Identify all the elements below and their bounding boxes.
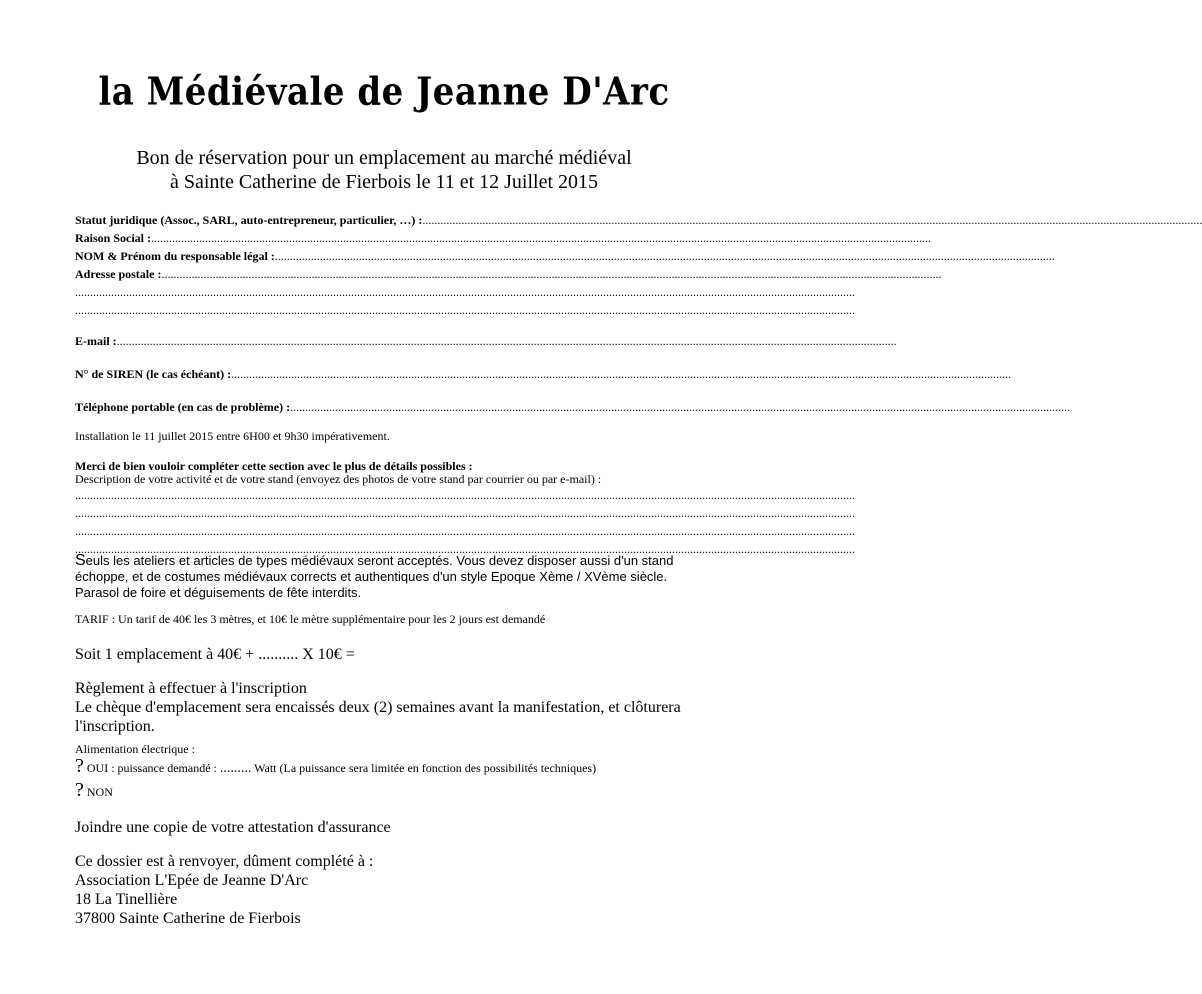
reglement-title: Règlement à effectuer à l'inscription [75,680,307,697]
non-option [75,779,113,801]
email-field [75,333,897,349]
oui-note: Watt (La puissance sera limitée en fonction des possibilités techniques) [254,761,597,775]
statut-label: Statut juridique (Assoc., SARL, auto-entrepreneur, particulier, …) : [75,213,423,227]
tarif-text: TARIF : Un tarif de 40€ les 3 mètres, et 10€ le mètre supplémentaire pour les 2 jours est demandé [75,612,546,626]
reglement-text: Le chèque d'emplacement sera encaissés deux (2) semaines avant la manifestation, et clôturera l'inscription. [75,699,681,735]
subtitle-line-1: Bon de réservation pour un emplacement au marché médiéval [136,147,632,169]
notice-paragraph [75,553,705,601]
adresse-dots[interactable]: .................................................................................................................................................................................................................................................................... [161,267,942,281]
statut-field [75,212,1202,228]
siren-field [75,366,1012,382]
non-checkbox[interactable]: ? [75,779,84,801]
siren-dots[interactable]: .................................................................................................................................................................................................................................................................... [231,367,1012,381]
alimentation-label: Alimentation électrique : [75,742,195,756]
telephone-dots[interactable]: .................................................................................................................................................................................................................................................................... [290,400,1071,414]
description-line-3[interactable]: .................................................................................................................................................................................................................................................................... [75,524,855,538]
email-label: E-mail : [75,334,117,348]
renvoi-text: Ce dossier est à renvoyer, dûment complété à : [75,853,374,870]
page-title: la Médiévale de Jeanne D'Arc [98,69,670,115]
statut-dots[interactable]: .................................................................................................................................................................................................................................................................... [422,213,1202,227]
description-line-2[interactable]: .................................................................................................................................................................................................................................................................... [75,506,855,520]
oui-checkbox[interactable]: ? [75,755,84,777]
description-line-4[interactable]: .................................................................................................................................................................................................................................................................... [75,542,855,556]
notice-text: euls les ateliers et articles de types médiévaux seront acceptés. Vous devez disposer aussi d'un stand échoppe, et de costumes médiévaux corrects et authentiques d'un style Epoque Xème / XVème siècle. Parasol de foire et déguisements de fête interdits. [75,553,674,600]
adresse-field [75,266,942,282]
siren-label: N° de SIREN (le cas échéant) : [75,367,232,381]
adresse-label: Adresse postale : [75,267,162,281]
raison-field [75,230,932,246]
telephone-field [75,399,1071,415]
nom-dots[interactable]: .................................................................................................................................................................................................................................................................... [274,249,1055,263]
description-line-1[interactable]: .................................................................................................................................................................................................................................................................... [75,488,855,502]
raison-dots[interactable]: .................................................................................................................................................................................................................................................................... [151,231,932,245]
oui-label: OUI : puissance demandé : [86,761,217,775]
address-line-1: Association L'Epée de Jeanne D'Arc [75,872,309,889]
address-line-2: 18 La Tinellière [75,891,178,908]
oui-power-dots[interactable]: ......... [219,761,252,776]
email-dots[interactable]: .................................................................................................................................................................................................................................................................... [116,334,897,348]
nom-label: NOM & Prénom du responsable légal : [75,249,275,263]
oui-option [75,755,597,777]
telephone-label: Téléphone portable (en cas de problème) : [75,400,291,414]
raison-label: Raison Social : [75,231,152,245]
adresse-line-2[interactable]: .................................................................................................................................................................................................................................................................... [75,285,855,299]
adresse-line-3[interactable]: .................................................................................................................................................................................................................................................................... [75,303,855,317]
address-line-3: 37800 Sainte Catherine de Fierbois [75,910,301,927]
installation-text: Installation le 11 juillet 2015 entre 6H00 et 9h30 impérativement. [75,429,390,443]
subtitle-line-2: à Sainte Catherine de Fierbois le 11 et 12 Juillet 2015 [169,171,599,193]
section-description: Description de votre activité et de votre stand (envoyez des photos de votre stand par courrier ou par e-mail) : [75,472,602,486]
nom-field [75,248,1055,264]
section-heading: Merci de bien vouloir compléter cette section avec le plus de détails possibles : [75,459,473,473]
soit-line: Soit 1 emplacement à 40€ + .......... X 10€ = [75,646,355,663]
notice-first-letter: S [75,552,86,569]
joindre-text: Joindre une copie de votre attestation d'assurance [75,819,391,836]
non-label: NON [86,785,113,799]
